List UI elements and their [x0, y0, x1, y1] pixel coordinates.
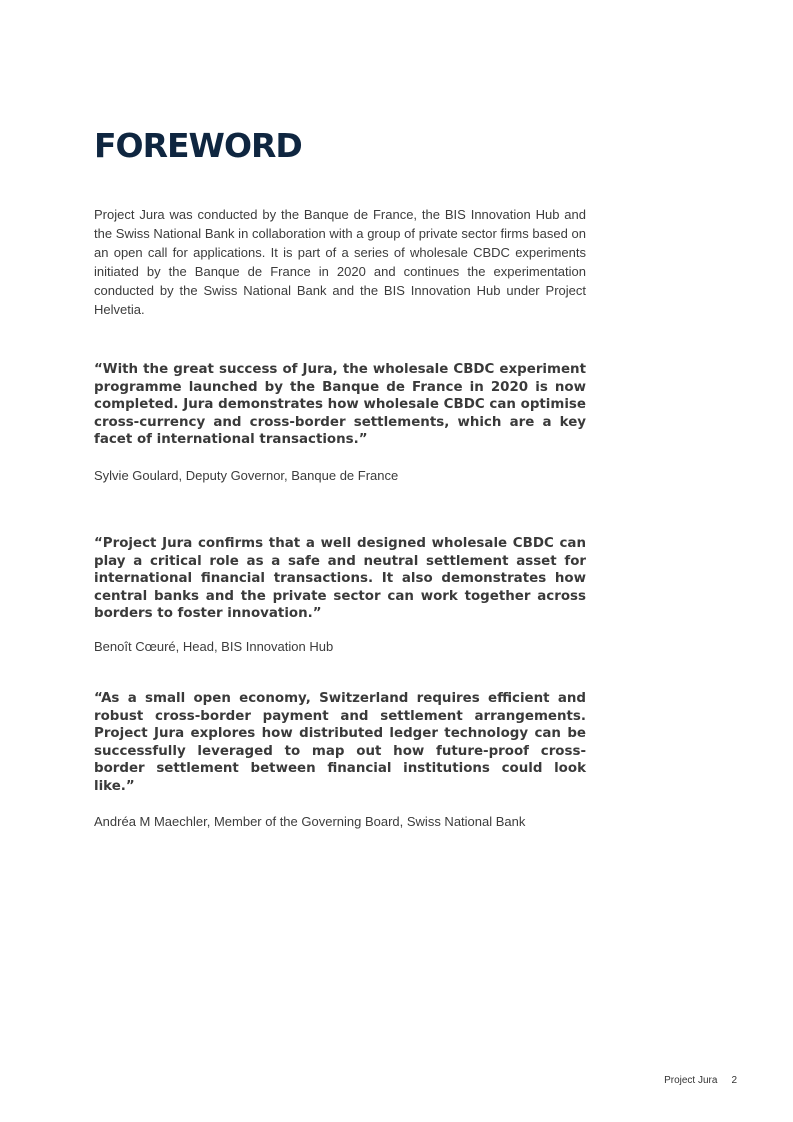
footer-doc-name: Project Jura: [664, 1075, 718, 1086]
quote-attribution: Benoît Cœuré, Head, BIS Innovation Hub: [94, 638, 334, 654]
quote-block: [94, 535, 586, 656]
quote-attribution: Andréa M Maechler, Member of the Governing Board, Swiss National Bank: [94, 813, 526, 829]
page-number: 2: [731, 1075, 737, 1086]
quote-text: “With the great success of Jura, the wholesale CBDC experiment programme launched by the Banque de France in 2020 is now completed. Jura demonstrates how wholesale CBDC can optimise cross-currency and cross-border settlements, which are a key facet of international transactions.”: [94, 362, 586, 448]
page-title: FOREWORD: [94, 126, 302, 165]
quote-block: [94, 361, 586, 485]
quote-text: “As a small open economy, Switzerland requires efficient and robust cross-border payment and settlement arrangements. Project Jura explores how distributed ledger technology can be successfully leveraged to map out how future-proof cross-border settlement between financial institutions could look like.”: [94, 691, 586, 794]
intro-paragraph: Project Jura was conducted by the Banque de France, the BIS Innovation Hub and the Swiss National Bank in collaboration with a group of private sector firms based on an open call for applications. It is part of a series of wholesale CBDC experiments initiated by the Banque de France in 2020 and continues the experimentation conducted by the Swiss National Bank and the BIS Innovation Hub under Project Helvetia.: [94, 207, 586, 317]
quote-block: [94, 690, 586, 831]
quote-text: “Project Jura confirms that a well designed wholesale CBDC can play a critical role as a safe and neutral settlement asset for international financial transactions. It also demonstrates how central banks and the private sector can work together across borders to foster innovation.”: [94, 536, 586, 622]
quote-attribution: Sylvie Goulard, Deputy Governor, Banque de France: [94, 467, 399, 483]
page-footer: [664, 1075, 737, 1086]
